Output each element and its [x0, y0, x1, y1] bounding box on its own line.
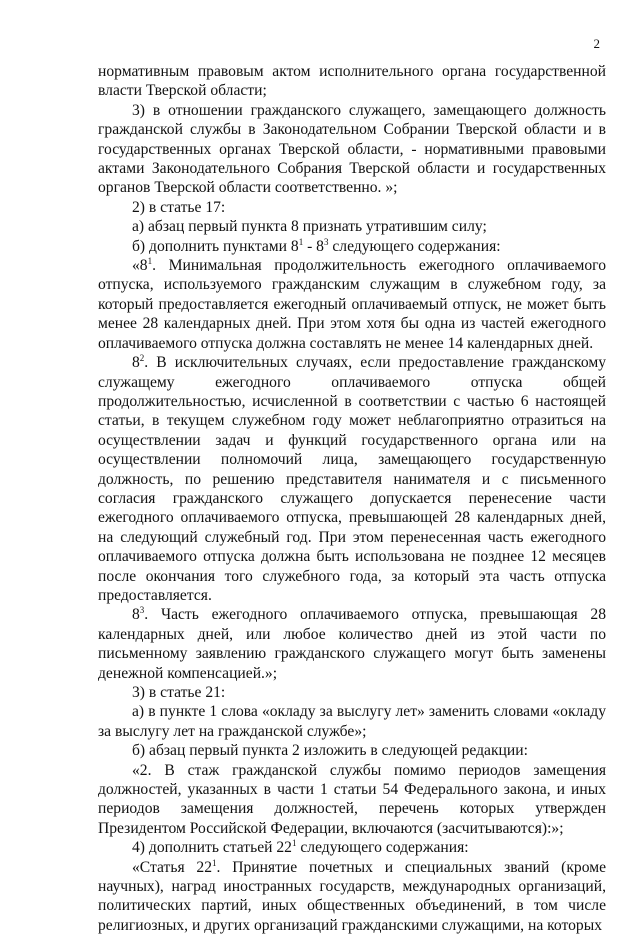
paragraph: нормативным правовым актом исполнительного органа государственной власти Тверской области;: [98, 63, 606, 100]
page-number: 2: [593, 36, 600, 51]
paragraph: $8^3$. Часть ежегодного оплачиваемого отпуска, превышающая 28 календарных дней, или любое количество дней из этой части по письменному заявлению гражданского служащего могут быть заменены денежной компенсацией.»;: [98, 605, 606, 682]
paragraph: «Статья $22^1$. Принятие почетных и специальных званий (кроме научных), наград иностранных государств, международных организаций, политических партий, иных общественных объединений, в том числе религиозных, и других организаций гражданскими служащими, на которых: [98, 857, 606, 934]
paragraph: 4) дополнить статьей $22^1$ следующего содержания:: [132, 838, 469, 857]
paragraph: «2. В стаж гражданской службы помимо периодов замещения должностей, указанных в части 1 статьи 54 Федерального закона, и иных периодов замещения должностей, перечень которых утвержден Президентом Российской Федерации, включаются (засчитываются):»;: [98, 761, 606, 837]
paragraph: $8^2$. В исключительных случаях, если предоставление гражданскому служащему ежегодного оплачиваемого отпуска общей продолжительностью, исчисленной в соответствии с частью 6 настоящей статьи, в текущем служебном году может неблагоприятно отразиться на осуществлении задач и функций государственного органа или на осуществлении полномочий лица, замещающего государственную должность, по решению представителя нанимателя и с письменного согласия гражданского служащего допускается перенесение части ежегодного оплачиваемого отпуска, превышающей 28 календарных дней, на следующий служебный год. При этом перенесенная часть ежегодного оплачиваемого отпуска должна быть использована не позднее 12 месяцев после окончания того служебного года, за который эта часть отпуска предоставляется.: [98, 352, 606, 604]
paragraph: «$8^1$. Минимальная продолжительность ежегодного оплачиваемого отпуска, используемого гражданским служащим в служебном году, за который предоставляется ежегодный оплачиваемый отпуск, не может быть менее 28 календарных дней. При этом хотя бы одна из частей ежегодного оплачиваемого отпуска должна составлять не менее 14 календарных дней.: [98, 255, 606, 352]
paragraph: б) дополнить пунктами $8^1 - 8^3$ следующего содержания:: [132, 236, 501, 255]
paragraph: б) абзац первый пункта 2 изложить в следующей редакции:: [132, 742, 528, 760]
paragraph: а) в пункте 1 слова «окладу за выслугу лет» заменить словами «окладу за выслугу лет на гражданской службе»;: [98, 703, 606, 740]
paragraph: 3) в отношении гражданского служащего, замещающего должность гражданской службы в Законодательном Собрании Тверской области и в государственных органах Тверской области, - нормативными правовыми актами Законодательного Собрания Тверской области и государственных органов Тверской области соответственно. »;: [98, 101, 606, 197]
paragraph: 2) в статье 17:: [132, 198, 226, 216]
document-body: [98, 62, 606, 935]
paragraph: а) абзац первый пункта 8 признать утратившим силу;: [132, 218, 487, 236]
paragraph: 3) в статье 21:: [132, 684, 226, 701]
